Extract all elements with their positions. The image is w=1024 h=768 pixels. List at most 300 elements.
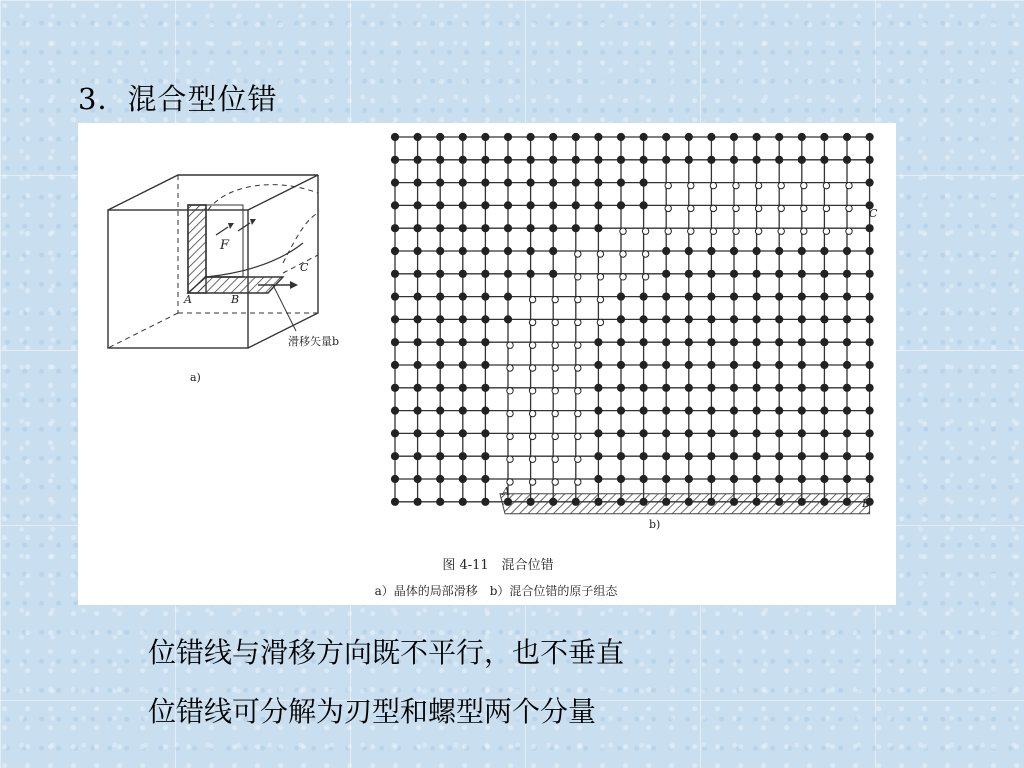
lattice-atom — [843, 498, 850, 505]
lattice-atom — [753, 316, 760, 323]
lattice-atom — [866, 270, 873, 277]
lattice-atom — [798, 498, 805, 505]
figure-svg — [78, 123, 896, 605]
lattice-atom — [595, 156, 602, 163]
displaced-atom — [575, 456, 581, 462]
label-c-right: C — [869, 207, 878, 220]
lattice-atom — [391, 247, 398, 254]
lattice-atom — [391, 361, 398, 368]
lattice-atom — [437, 453, 444, 460]
lattice-atom — [617, 316, 624, 323]
lattice-atom — [595, 339, 602, 346]
caption-a: a) — [190, 371, 201, 384]
lattice-atom — [640, 498, 647, 505]
lattice-atom — [866, 179, 873, 186]
displaced-atom — [552, 365, 558, 371]
lattice-atom — [730, 133, 737, 140]
lattice-atom — [459, 475, 466, 482]
lattice-atom — [776, 453, 783, 460]
lattice-atom — [821, 407, 828, 414]
lattice-atom — [459, 453, 466, 460]
displaced-atom — [529, 433, 535, 439]
lattice-atom — [821, 361, 828, 368]
lattice-atom — [391, 498, 398, 505]
lattice-atom — [753, 430, 760, 437]
lattice-atom — [482, 202, 489, 209]
lattice-atom — [595, 179, 602, 186]
displaced-atom — [575, 410, 581, 416]
figure-caption-title: 图 4-11 混合位错 — [442, 558, 554, 573]
lattice-atom — [459, 156, 466, 163]
lattice-atom — [414, 247, 421, 254]
lattice-atom — [730, 430, 737, 437]
lattice-atom — [504, 133, 511, 140]
figure-caption-subtitle: a）晶体的局部滑移 b）混合位错的原子组态 — [374, 584, 618, 598]
displaced-atom — [575, 433, 581, 439]
lattice-atom — [685, 407, 692, 414]
lattice-atom — [663, 316, 670, 323]
bullet-line-1: 位错线与滑移方向既不平行，也不垂直 — [148, 636, 625, 669]
lattice-atom — [459, 179, 466, 186]
lattice-atom — [730, 453, 737, 460]
lattice-atom — [572, 133, 579, 140]
lattice-atom — [595, 475, 602, 482]
lattice-atom — [753, 475, 760, 482]
lattice-atom — [617, 293, 624, 300]
displaced-atom — [710, 205, 716, 211]
lattice-atom — [550, 270, 557, 277]
displaced-atom — [575, 296, 581, 302]
displaced-atom — [778, 182, 784, 188]
lattice-atom — [776, 384, 783, 391]
lattice-atom — [414, 202, 421, 209]
lattice-atom — [459, 247, 466, 254]
lattice-atom — [504, 156, 511, 163]
lattice-atom — [459, 361, 466, 368]
displaced-atom — [801, 205, 807, 211]
lattice-atom — [798, 475, 805, 482]
lattice-atom — [504, 225, 511, 232]
displaced-atom — [688, 205, 694, 211]
lattice-atom — [730, 361, 737, 368]
lattice-atom — [730, 498, 737, 505]
lattice-atom — [708, 270, 715, 277]
lattice-atom — [663, 361, 670, 368]
lattice-atom — [663, 156, 670, 163]
lattice-atom — [550, 498, 557, 505]
lattice-atom — [708, 156, 715, 163]
displaced-atom — [529, 479, 535, 485]
lattice-atom — [617, 133, 624, 140]
lattice-atom — [437, 361, 444, 368]
displaced-atom — [642, 251, 648, 257]
lattice-atom — [663, 293, 670, 300]
lattice-atom — [708, 361, 715, 368]
lattice-atom — [776, 316, 783, 323]
lattice-atom — [753, 270, 760, 277]
lattice-atom — [414, 339, 421, 346]
lattice-atom — [437, 407, 444, 414]
lattice-atom — [414, 270, 421, 277]
lattice-atom — [821, 247, 828, 254]
lattice-atom — [414, 498, 421, 505]
lattice-atom — [437, 384, 444, 391]
lattice-atom — [753, 453, 760, 460]
lattice-atom — [437, 225, 444, 232]
displaced-atom — [529, 319, 535, 325]
lattice-atom — [708, 133, 715, 140]
lattice-atom — [595, 430, 602, 437]
lattice-atom — [459, 430, 466, 437]
lattice-atom — [482, 316, 489, 323]
lattice-atom — [730, 293, 737, 300]
lattice-atom — [482, 498, 489, 505]
lattice-atom — [730, 156, 737, 163]
displaced-atom — [823, 228, 829, 234]
lattice-atom — [798, 133, 805, 140]
lattice-atom — [391, 430, 398, 437]
displaced-atom — [575, 365, 581, 371]
lattice-atom — [730, 339, 737, 346]
lattice-atom — [821, 475, 828, 482]
lattice-atom — [663, 407, 670, 414]
lattice-atom — [482, 475, 489, 482]
lattice-atom — [482, 247, 489, 254]
lattice-atom — [391, 225, 398, 232]
lattice-atom — [843, 407, 850, 414]
displaced-atom — [688, 228, 694, 234]
displaced-atom — [552, 342, 558, 348]
displaced-atom — [665, 205, 671, 211]
displaced-atom — [529, 296, 535, 302]
displaced-atom — [575, 251, 581, 257]
lattice-atom — [550, 156, 557, 163]
lattice-atom — [730, 270, 737, 277]
lattice-atom — [437, 270, 444, 277]
lattice-atom — [843, 475, 850, 482]
lattice-atom — [730, 247, 737, 254]
lattice-atom — [414, 293, 421, 300]
lattice-atom — [685, 361, 692, 368]
lattice-atom — [550, 202, 557, 209]
lattice-atom — [663, 270, 670, 277]
lattice-atom — [776, 475, 783, 482]
lattice-atom — [708, 384, 715, 391]
lattice-atom — [414, 475, 421, 482]
lattice-atom — [753, 293, 760, 300]
displaced-atom — [529, 456, 535, 462]
lattice-atom — [482, 156, 489, 163]
lattice-atom — [617, 156, 624, 163]
lattice-atom — [437, 202, 444, 209]
lattice-atom — [798, 407, 805, 414]
lattice-atom — [753, 384, 760, 391]
lattice-atom — [798, 270, 805, 277]
label-c-left: C — [300, 261, 309, 274]
lattice-atom — [685, 498, 692, 505]
displaced-atom — [688, 182, 694, 188]
lattice-atom — [414, 156, 421, 163]
lattice-atom — [640, 293, 647, 300]
displaced-atom — [597, 319, 603, 325]
lattice-atom — [685, 430, 692, 437]
lattice-atom — [843, 270, 850, 277]
displaced-atom — [552, 296, 558, 302]
lattice-atom — [437, 156, 444, 163]
lattice-atom — [798, 293, 805, 300]
lattice-atom — [595, 361, 602, 368]
lattice-atom — [663, 430, 670, 437]
displaced-atom — [552, 388, 558, 394]
displaced-atom — [642, 228, 648, 234]
lattice-atom — [459, 133, 466, 140]
displaced-atom — [507, 410, 513, 416]
displaced-atom — [665, 228, 671, 234]
lattice-atom — [482, 225, 489, 232]
lattice-atom — [685, 384, 692, 391]
lattice-atom — [437, 247, 444, 254]
lattice-atom — [798, 316, 805, 323]
lattice-atom — [572, 202, 579, 209]
lattice-atom — [821, 293, 828, 300]
displaced-atom — [710, 228, 716, 234]
lattice-atom — [437, 316, 444, 323]
displaced-atom — [575, 388, 581, 394]
lattice-atom — [866, 133, 873, 140]
lattice-atom — [550, 225, 557, 232]
label-b-right: B — [862, 497, 871, 510]
lattice-atom — [482, 179, 489, 186]
lattice-atom — [595, 384, 602, 391]
lattice-atom — [617, 361, 624, 368]
lattice-atom — [482, 453, 489, 460]
displaced-atom — [507, 365, 513, 371]
lattice-atom — [617, 202, 624, 209]
lattice-atom — [753, 361, 760, 368]
lattice-atom — [482, 407, 489, 414]
atomic-lattice-diagram — [391, 133, 873, 513]
lattice-atom — [391, 156, 398, 163]
lattice-atom — [595, 407, 602, 414]
lattice-atom — [866, 384, 873, 391]
lattice-atom — [414, 361, 421, 368]
lattice-atom — [527, 247, 534, 254]
displaced-atom — [733, 205, 739, 211]
lattice-atom — [753, 156, 760, 163]
displaced-atom — [507, 388, 513, 394]
lattice-atom — [550, 179, 557, 186]
lattice-atom — [708, 339, 715, 346]
displaced-atom — [846, 228, 852, 234]
lattice-atom — [617, 339, 624, 346]
lattice-atom — [391, 293, 398, 300]
lattice-atom — [753, 339, 760, 346]
lattice-atom — [776, 247, 783, 254]
displaced-atom — [552, 433, 558, 439]
lattice-atom — [776, 361, 783, 368]
lattice-atom — [617, 407, 624, 414]
lattice-atom — [414, 407, 421, 414]
lattice-atom — [821, 384, 828, 391]
lattice-atom — [866, 430, 873, 437]
lattice-atom — [685, 293, 692, 300]
lattice-atom — [504, 179, 511, 186]
lattice-atom — [866, 475, 873, 482]
bullet-line-2: 位错线可分解为刃型和螺型两个分量 — [148, 695, 597, 728]
label-force-f: F — [220, 238, 230, 253]
lattice-atom — [617, 384, 624, 391]
lattice-atom — [685, 316, 692, 323]
displaced-atom — [755, 182, 761, 188]
lattice-atom — [753, 407, 760, 414]
lattice-atom — [640, 361, 647, 368]
lattice-atom — [730, 384, 737, 391]
displaced-atom — [507, 456, 513, 462]
lattice-atom — [685, 247, 692, 254]
lattice-atom — [866, 247, 873, 254]
lattice-atom — [663, 133, 670, 140]
lattice-atom — [843, 339, 850, 346]
lattice-atom — [459, 339, 466, 346]
lattice-atom — [617, 453, 624, 460]
lattice-atom — [595, 202, 602, 209]
lattice-atom — [572, 498, 579, 505]
lattice-atom — [437, 475, 444, 482]
lattice-atom — [640, 179, 647, 186]
lattice-atom — [527, 225, 534, 232]
lattice-atom — [640, 339, 647, 346]
lattice-atom — [843, 384, 850, 391]
displaced-atom — [620, 228, 626, 234]
lattice-atom — [776, 293, 783, 300]
label-a-left: A — [184, 293, 192, 306]
lattice-atom — [414, 225, 421, 232]
lattice-atom — [866, 361, 873, 368]
lattice-atom — [527, 270, 534, 277]
lattice-atom — [798, 384, 805, 391]
lattice-atom — [708, 498, 715, 505]
displaced-atom — [733, 228, 739, 234]
lattice-atom — [866, 339, 873, 346]
lattice-atom — [821, 498, 828, 505]
lattice-atom — [391, 407, 398, 414]
displaced-atom — [642, 274, 648, 280]
lattice-atom — [595, 453, 602, 460]
lattice-atom — [821, 270, 828, 277]
lattice-atom — [572, 225, 579, 232]
displaced-atom — [529, 410, 535, 416]
displaced-atom — [507, 342, 513, 348]
displaced-atom — [846, 205, 852, 211]
lattice-atom — [527, 498, 534, 505]
displaced-atom — [507, 433, 513, 439]
lattice-atom — [798, 156, 805, 163]
lattice-atom — [391, 339, 398, 346]
lattice-atom — [640, 475, 647, 482]
lattice-atom — [821, 430, 828, 437]
lattice-atom — [708, 407, 715, 414]
lattice-atom — [821, 316, 828, 323]
lattice-atom — [640, 133, 647, 140]
lattice-atom — [459, 270, 466, 277]
lattice-atom — [595, 133, 602, 140]
displaced-atom — [575, 342, 581, 348]
lattice-atom — [730, 316, 737, 323]
lattice-atom — [866, 293, 873, 300]
displaced-atom — [665, 182, 671, 188]
lattice-atom — [459, 316, 466, 323]
lattice-atom — [617, 430, 624, 437]
lattice-atom — [459, 293, 466, 300]
lattice-atom — [459, 498, 466, 505]
lattice-atom — [685, 133, 692, 140]
lattice-atom — [685, 156, 692, 163]
displaced-atom — [755, 205, 761, 211]
lattice-atom — [776, 339, 783, 346]
displaced-atom — [529, 388, 535, 394]
lattice-atom — [437, 498, 444, 505]
displaced-atom — [575, 274, 581, 280]
lattice-atom — [663, 498, 670, 505]
lattice-atom — [663, 384, 670, 391]
label-slip-vector: 滑移矢量b — [288, 335, 340, 348]
lattice-atom — [708, 247, 715, 254]
lattice-atom — [482, 384, 489, 391]
displaced-atom — [801, 182, 807, 188]
lattice-atom — [617, 498, 624, 505]
lattice-atom — [391, 179, 398, 186]
lattice-atom — [640, 430, 647, 437]
lattice-atom — [391, 316, 398, 323]
lattice-atom — [685, 270, 692, 277]
lattice-atom — [572, 179, 579, 186]
displaced-atom — [846, 182, 852, 188]
lattice-atom — [821, 453, 828, 460]
displaced-atom — [823, 205, 829, 211]
lattice-atom — [414, 316, 421, 323]
lattice-atom — [821, 133, 828, 140]
lattice-atom — [391, 453, 398, 460]
lattice-atom — [843, 156, 850, 163]
lattice-atom — [527, 202, 534, 209]
lattice-atom — [866, 156, 873, 163]
displaced-atom — [575, 319, 581, 325]
lattice-atom — [753, 498, 760, 505]
lattice-atom — [414, 179, 421, 186]
lattice-atom — [640, 384, 647, 391]
lattice-atom — [798, 247, 805, 254]
lattice-atom — [776, 498, 783, 505]
lattice-atom — [550, 133, 557, 140]
displaced-atom — [620, 251, 626, 257]
lattice-atom — [776, 156, 783, 163]
displaced-atom — [801, 228, 807, 234]
lattice-atom — [798, 339, 805, 346]
lattice-atom — [391, 384, 398, 391]
lattice-atom — [527, 179, 534, 186]
lattice-atom — [482, 339, 489, 346]
displaced-atom — [597, 274, 603, 280]
lattice-atom — [685, 453, 692, 460]
lattice-atom — [437, 339, 444, 346]
lattice-atom — [527, 156, 534, 163]
lattice-atom — [527, 133, 534, 140]
lattice-atom — [504, 202, 511, 209]
lattice-atom — [798, 453, 805, 460]
lattice-atom — [595, 225, 602, 232]
displaced-atom — [620, 274, 626, 280]
displaced-atom — [755, 228, 761, 234]
